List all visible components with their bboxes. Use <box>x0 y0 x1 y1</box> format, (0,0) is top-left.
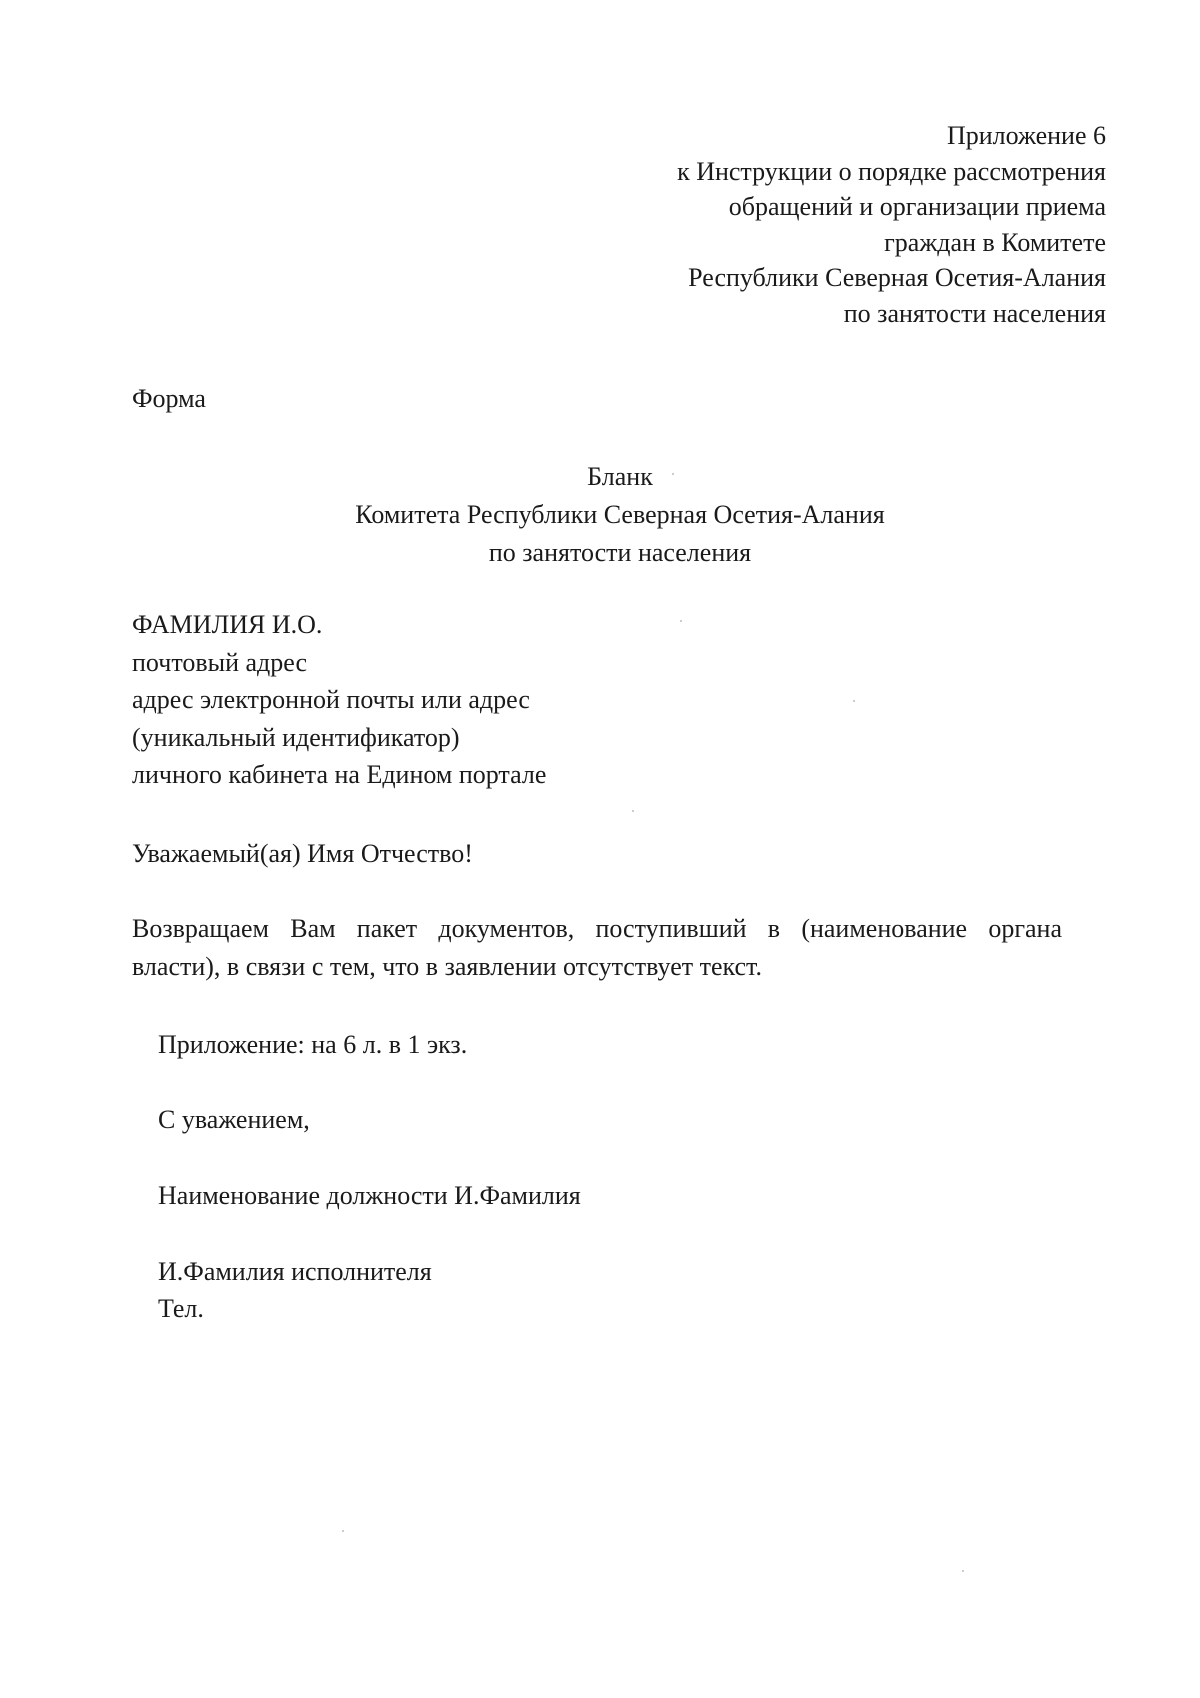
scan-speck <box>962 1570 964 1572</box>
recipient-postal-address: почтовый адрес <box>132 647 307 677</box>
letterhead-line: Комитета Республики Северная Осетия-Алания <box>355 500 885 529</box>
scan-speck <box>342 1530 344 1532</box>
recipient-portal-line: личного кабинета на Едином портале <box>132 760 547 789</box>
letterhead-block <box>0 458 1200 572</box>
letter-body <box>132 910 1062 986</box>
body-line: власти), в связи с тем, что в заявлении отсутствует текст. <box>132 952 762 981</box>
appendix-line: по занятости населения <box>843 298 1106 328</box>
scan-speck <box>632 810 634 812</box>
closing-phrase: С уважением, <box>158 1105 310 1134</box>
form-label: Форма <box>132 384 206 413</box>
recipient-block <box>132 606 546 794</box>
letterhead-line: по занятости населения <box>488 538 752 567</box>
letterhead-line: Бланк <box>587 462 653 491</box>
scan-speck <box>672 473 674 475</box>
scan-speck <box>853 700 855 702</box>
attachment-note: Приложение: на 6 л. в 1 экз. <box>158 1030 468 1059</box>
executor-name: И.Фамилия исполнителя <box>158 1257 432 1286</box>
executor-phone: Тел. <box>158 1294 204 1323</box>
appendix-line: Приложение 6 <box>946 121 1106 150</box>
appendix-line: Республики Северная Осетия-Алания <box>688 263 1106 292</box>
greeting: Уважаемый(ая) Имя Отчество! <box>132 839 473 868</box>
body-line: Возвращаем Вам пакет документов, поступивший в (наименование органа <box>132 914 1062 943</box>
signature-line: Наименование должности И.Фамилия <box>158 1181 581 1210</box>
recipient-identifier-line: (уникальный идентификатор) <box>132 722 460 752</box>
appendix-header <box>677 118 1106 331</box>
recipient-email-line: адрес электронной почты или адрес <box>132 685 530 714</box>
scan-speck <box>680 620 682 622</box>
recipient-name: ФАМИЛИЯ И.О. <box>132 610 323 639</box>
executor-block <box>158 1253 432 1327</box>
appendix-line: к Инструкции о порядке рассмотрения <box>677 156 1106 186</box>
appendix-line: граждан в Комитете <box>884 227 1106 257</box>
appendix-line: обращений и организации приема <box>728 192 1106 221</box>
